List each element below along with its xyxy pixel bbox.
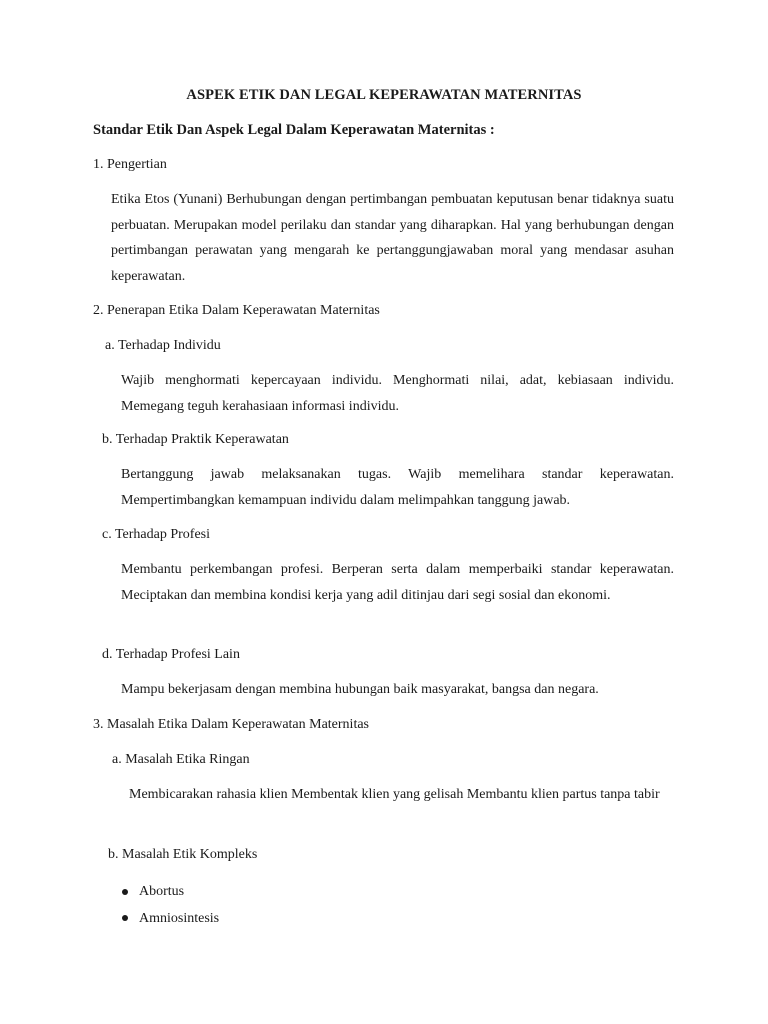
section-2-a-heading: a. Terhadap Individu bbox=[105, 338, 221, 353]
bullet-icon bbox=[122, 915, 128, 921]
section-2-d-heading: d. Terhadap Profesi Lain bbox=[102, 647, 240, 662]
document-title: ASPEK ETIK DAN LEGAL KEPERAWATAN MATERNITAS bbox=[186, 87, 582, 103]
section-3-a-heading: a. Masalah Etika Ringan bbox=[112, 752, 250, 767]
document-subtitle: Standar Etik Dan Aspek Legal Dalam Keperawatan Maternitas : bbox=[93, 122, 495, 138]
section-2-a-paragraph: Wajib menghormati kepercayaan individu. Menghormati nilai, adat, kebiasaan individu. Memegang teguh kerahasiaan informasi individu. bbox=[121, 373, 674, 414]
section-2-c-heading: c. Terhadap Profesi bbox=[102, 527, 211, 542]
complex-issues-list bbox=[117, 879, 219, 932]
section-3-b-heading: b. Masalah Etik Kompleks bbox=[108, 847, 258, 862]
section-2-c-paragraph: Membantu perkembangan profesi. Berperan serta dalam memperbaiki standar keperawatan. Meciptakan dan membina kondisi kerja yang adil ditinjau dari segi sosial dan ekonomi. bbox=[121, 562, 674, 603]
section-2-heading: 2. Penerapan Etika Dalam Keperawatan Maternitas bbox=[93, 303, 380, 318]
section-2-d-paragraph: Mampu bekerjasam dengan membina hubungan baik masyarakat, bangsa dan negara. bbox=[121, 682, 599, 697]
list-item bbox=[117, 906, 219, 933]
section-3-heading: 3. Masalah Etika Dalam Keperawatan Maternitas bbox=[93, 717, 370, 732]
list-item-label: Amniosintesis bbox=[139, 910, 220, 926]
bullet-icon bbox=[122, 889, 128, 895]
section-1-paragraph: Etika Etos (Yunani) Berhubungan dengan pertimbangan pembuatan keputusan benar tidaknya suatu perbuatan. Merupakan model perilaku dan standar yang diharapkan. Hal yang berhubungan dengan pertimbangan perawatan yang mengarah ke pertanggungjawaban moral yang mendasar asuhan keperawatan. bbox=[111, 192, 674, 284]
section-2-b-paragraph: Bertanggung jawab melaksanakan tugas. Wajib memelihara standar keperawatan. Mempertimbangkan kemampuan individu dalam melimpahkan tanggung jawab. bbox=[121, 467, 674, 508]
section-1-heading: 1. Pengertian bbox=[93, 157, 167, 172]
list-item bbox=[117, 879, 219, 906]
list-item-label: Abortus bbox=[139, 884, 185, 899]
section-3-a-paragraph: Membicarakan rahasia klien Membentak klien yang gelisah Membantu klien partus tanpa tabir bbox=[129, 787, 660, 802]
section-2-b-heading: b. Terhadap Praktik Keperawatan bbox=[102, 432, 289, 447]
